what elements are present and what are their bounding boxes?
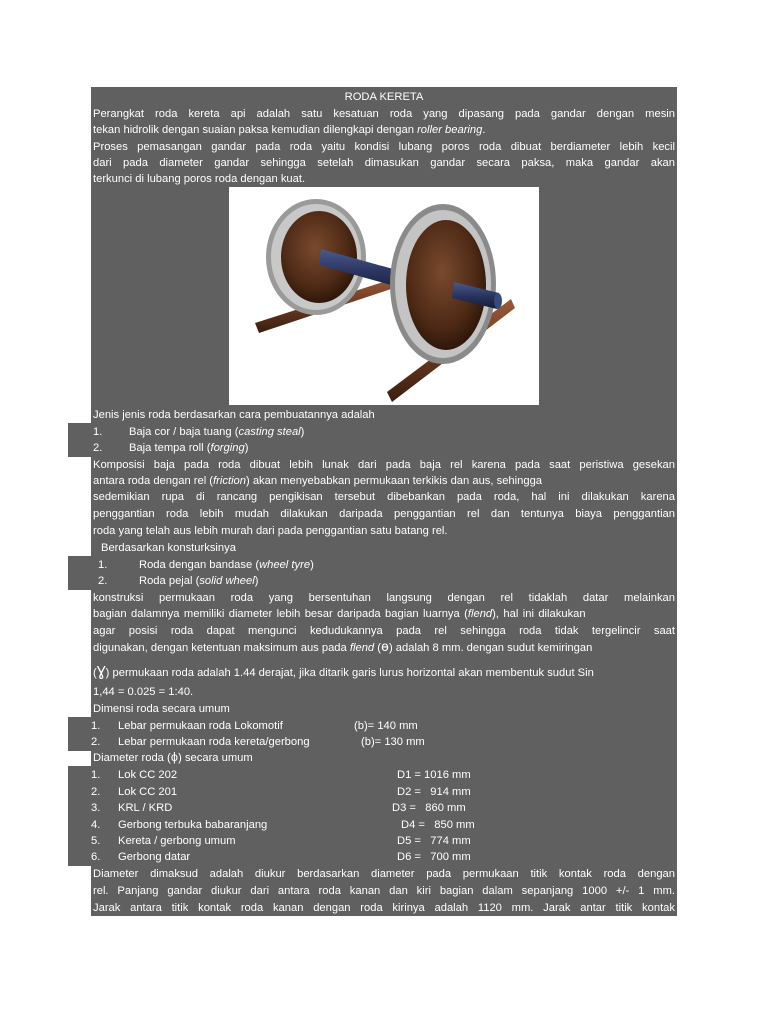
list-number: 2. <box>91 786 101 798</box>
list-item-text <box>129 440 248 456</box>
para-text: ) adalah 8 mm. dengan sudut kemiringan <box>388 642 593 654</box>
penutup-line-1: Diameter dimaksud adalah diukur berdasarkan diameter pada permukaan titik kontak roda dengan <box>93 868 675 880</box>
item-end: ) <box>300 426 305 438</box>
komposisi-line-5: roda yang telah aus lebih murah dari pada penggantian satu batang rel. <box>93 525 448 537</box>
para-italic: flend <box>467 608 493 620</box>
dimensi-heading: Dimensi roda secara umum <box>93 703 230 715</box>
para-italic: friction <box>213 475 246 487</box>
item-italic: solid wheel <box>199 575 255 587</box>
jenis-heading: Jenis jenis roda berdasarkan cara pembuatannya adalah <box>93 409 375 421</box>
intro-italic-term: roller bearing <box>417 124 483 136</box>
gamma-symbol: Ɣ <box>96 665 106 680</box>
diameter-label: Lok CC 202 <box>118 769 178 781</box>
list-item <box>98 573 107 589</box>
list-number: 2. <box>98 575 108 587</box>
list-number: 1. <box>91 720 101 732</box>
penutup-line-2: rel. Panjang gandar diukur dari antara roda kanan dan kiri bagian dalam sepanjang 1000 +/- 1 mm. <box>93 885 675 897</box>
para-text: ), hal ini dilakukan <box>492 608 586 620</box>
diameter-label: KRL / KRD <box>118 802 173 814</box>
theta-symbol: ɵ <box>380 640 389 655</box>
intro-line-3: Proses pemasangan gandar pada roda yaitu kondisi lubang poros roda dibuat berdiameter lebih kecil <box>93 141 675 153</box>
flend-line-4 <box>93 640 675 656</box>
diameter-label: Lok CC 201 <box>118 786 178 798</box>
item-end: ) <box>244 442 249 454</box>
list-item-text <box>139 557 314 573</box>
list-number: 6. <box>91 851 101 863</box>
dimensi-value: (b)= 130 mm <box>361 736 425 748</box>
diameter-value: D5 = 774 mm <box>397 835 471 847</box>
item-text: Roda pejal ( <box>139 575 200 587</box>
para-text: antara roda dengan rel ( <box>93 475 214 487</box>
diameter-value: D6 = 700 mm <box>397 851 471 863</box>
konstruksi-heading: Berdasarkan konsturksinya <box>101 542 236 554</box>
komposisi-line-4: penggantian roda lebih mudah dilakukan daripada penggantian rel dan tentunya biaya penggantian <box>93 508 675 520</box>
item-end: ) <box>310 559 314 571</box>
para-italic: flend <box>349 642 375 654</box>
flend-line-1: konstruksi permukaan roda yang bersentuhan langsung dengan rel tidaklah datar melainkan <box>93 592 675 604</box>
phi-symbol: ɸ <box>170 751 179 764</box>
intro-line-1: Perangkat roda kereta api adalah satu kesatuan roda yang dipasang pada gandar dengan mesin <box>93 108 675 120</box>
list-number: 2. <box>93 442 103 454</box>
item-text: Baja tempa roll ( <box>129 442 211 454</box>
heading-text: Diameter roda ( <box>93 752 171 764</box>
heading-text: ) secara umum <box>178 752 253 764</box>
item-text: Baja cor / baja tuang ( <box>129 426 239 438</box>
wheelset-illustration <box>229 187 539 405</box>
list-number: 5. <box>91 835 101 847</box>
para-fill <box>213 473 542 489</box>
diameter-value: D1 = 1016 mm <box>397 769 471 781</box>
dimensi-label: Lebar permukaan roda kereta/gerbong <box>118 736 310 748</box>
list-number: 1. <box>98 559 108 571</box>
page-title: RODA KERETA <box>344 91 424 103</box>
dimensi-label: Lebar permukaan roda Lokomotif <box>118 720 283 732</box>
item-italic: wheel tyre <box>259 559 311 571</box>
intro-line-2 <box>93 122 485 138</box>
list-item-text <box>139 573 258 589</box>
diameter-value: D3 = 860 mm <box>392 802 466 814</box>
list-number: 1. <box>93 426 103 438</box>
intro-punct: . <box>482 124 486 136</box>
komposisi-line-3: sedemikian rupa di rancang pengikisan tersebut dibebankan pada roda, hal ini dilakukan karena <box>93 491 675 503</box>
para-text: ( <box>374 642 381 654</box>
intro-line-5: terkunci di lubang poros roda dengan kuat. <box>93 173 306 185</box>
dimensi-value: (b)= 140 mm <box>354 720 418 732</box>
flend-line-5 <box>93 665 675 681</box>
item-italic: casting steal <box>238 426 301 438</box>
komposisi-line-2 <box>93 473 675 489</box>
list-number: 1. <box>91 769 101 781</box>
wheelset-image <box>229 187 539 405</box>
diameter-label: Gerbong datar <box>118 851 191 863</box>
list-item <box>98 557 107 573</box>
list-number: 3. <box>91 802 101 814</box>
komposisi-line-1: Komposisi baja pada roda dibuat lebih lunak dari pada baja rel karena pada saat peristiwa gesekan <box>93 459 675 471</box>
flend-line-2 <box>93 606 675 622</box>
list-item <box>93 424 102 440</box>
flend-line-6: 1,44 = 0.025 = 1:40. <box>93 686 194 698</box>
diameter-value: D4 = 850 mm <box>401 819 475 831</box>
para-text: ) permukaan roda adalah 1.44 derajat, jika ditarik garis lurus horizontal akan membentuk sudut Sin <box>105 667 594 679</box>
item-end: ) <box>254 575 259 587</box>
flend-line-3: agar posisi roda dapat mengunci kedudukannya pada rel sehingga roda tidak tergelincir saat <box>93 625 675 637</box>
intro-line-4: dari pada diameter gandar sehingga setelah dimasukan gandar secara paksa, maka gandar akan <box>93 157 675 169</box>
list-number: 2. <box>91 736 101 748</box>
list-number: 4. <box>91 819 101 831</box>
para-text: ( <box>93 667 97 679</box>
diameter-heading <box>93 750 253 766</box>
list-item <box>93 440 102 456</box>
item-italic: forging <box>210 442 245 454</box>
para-text: bagian dalamnya memiliki diameter lebih besar daripada bagian luarnya ( <box>93 608 468 620</box>
para-text: ) akan menyebabkan permukaan terkikis dan aus, sehingga <box>246 475 543 487</box>
item-text: Roda dengan bandase ( <box>139 559 260 571</box>
intro-text: tekan hidrolik dengan suaian paksa kemudian dilengkapi dengan <box>93 124 418 136</box>
diameter-value: D2 = 914 mm <box>397 786 471 798</box>
list-item-text <box>129 424 304 440</box>
para-rest <box>213 473 675 489</box>
diameter-label: Gerbong terbuka babaranjang <box>118 819 268 831</box>
penutup-line-3: Jarak antara titik kontak roda kanan dengan roda kirinya adalah 1120 mm. Jarak antar titik kontak <box>93 902 675 914</box>
diameter-label: Kereta / gerbong umum <box>118 835 236 847</box>
para-text: digunakan, dengan ketentuan maksimum aus pada <box>93 642 350 654</box>
